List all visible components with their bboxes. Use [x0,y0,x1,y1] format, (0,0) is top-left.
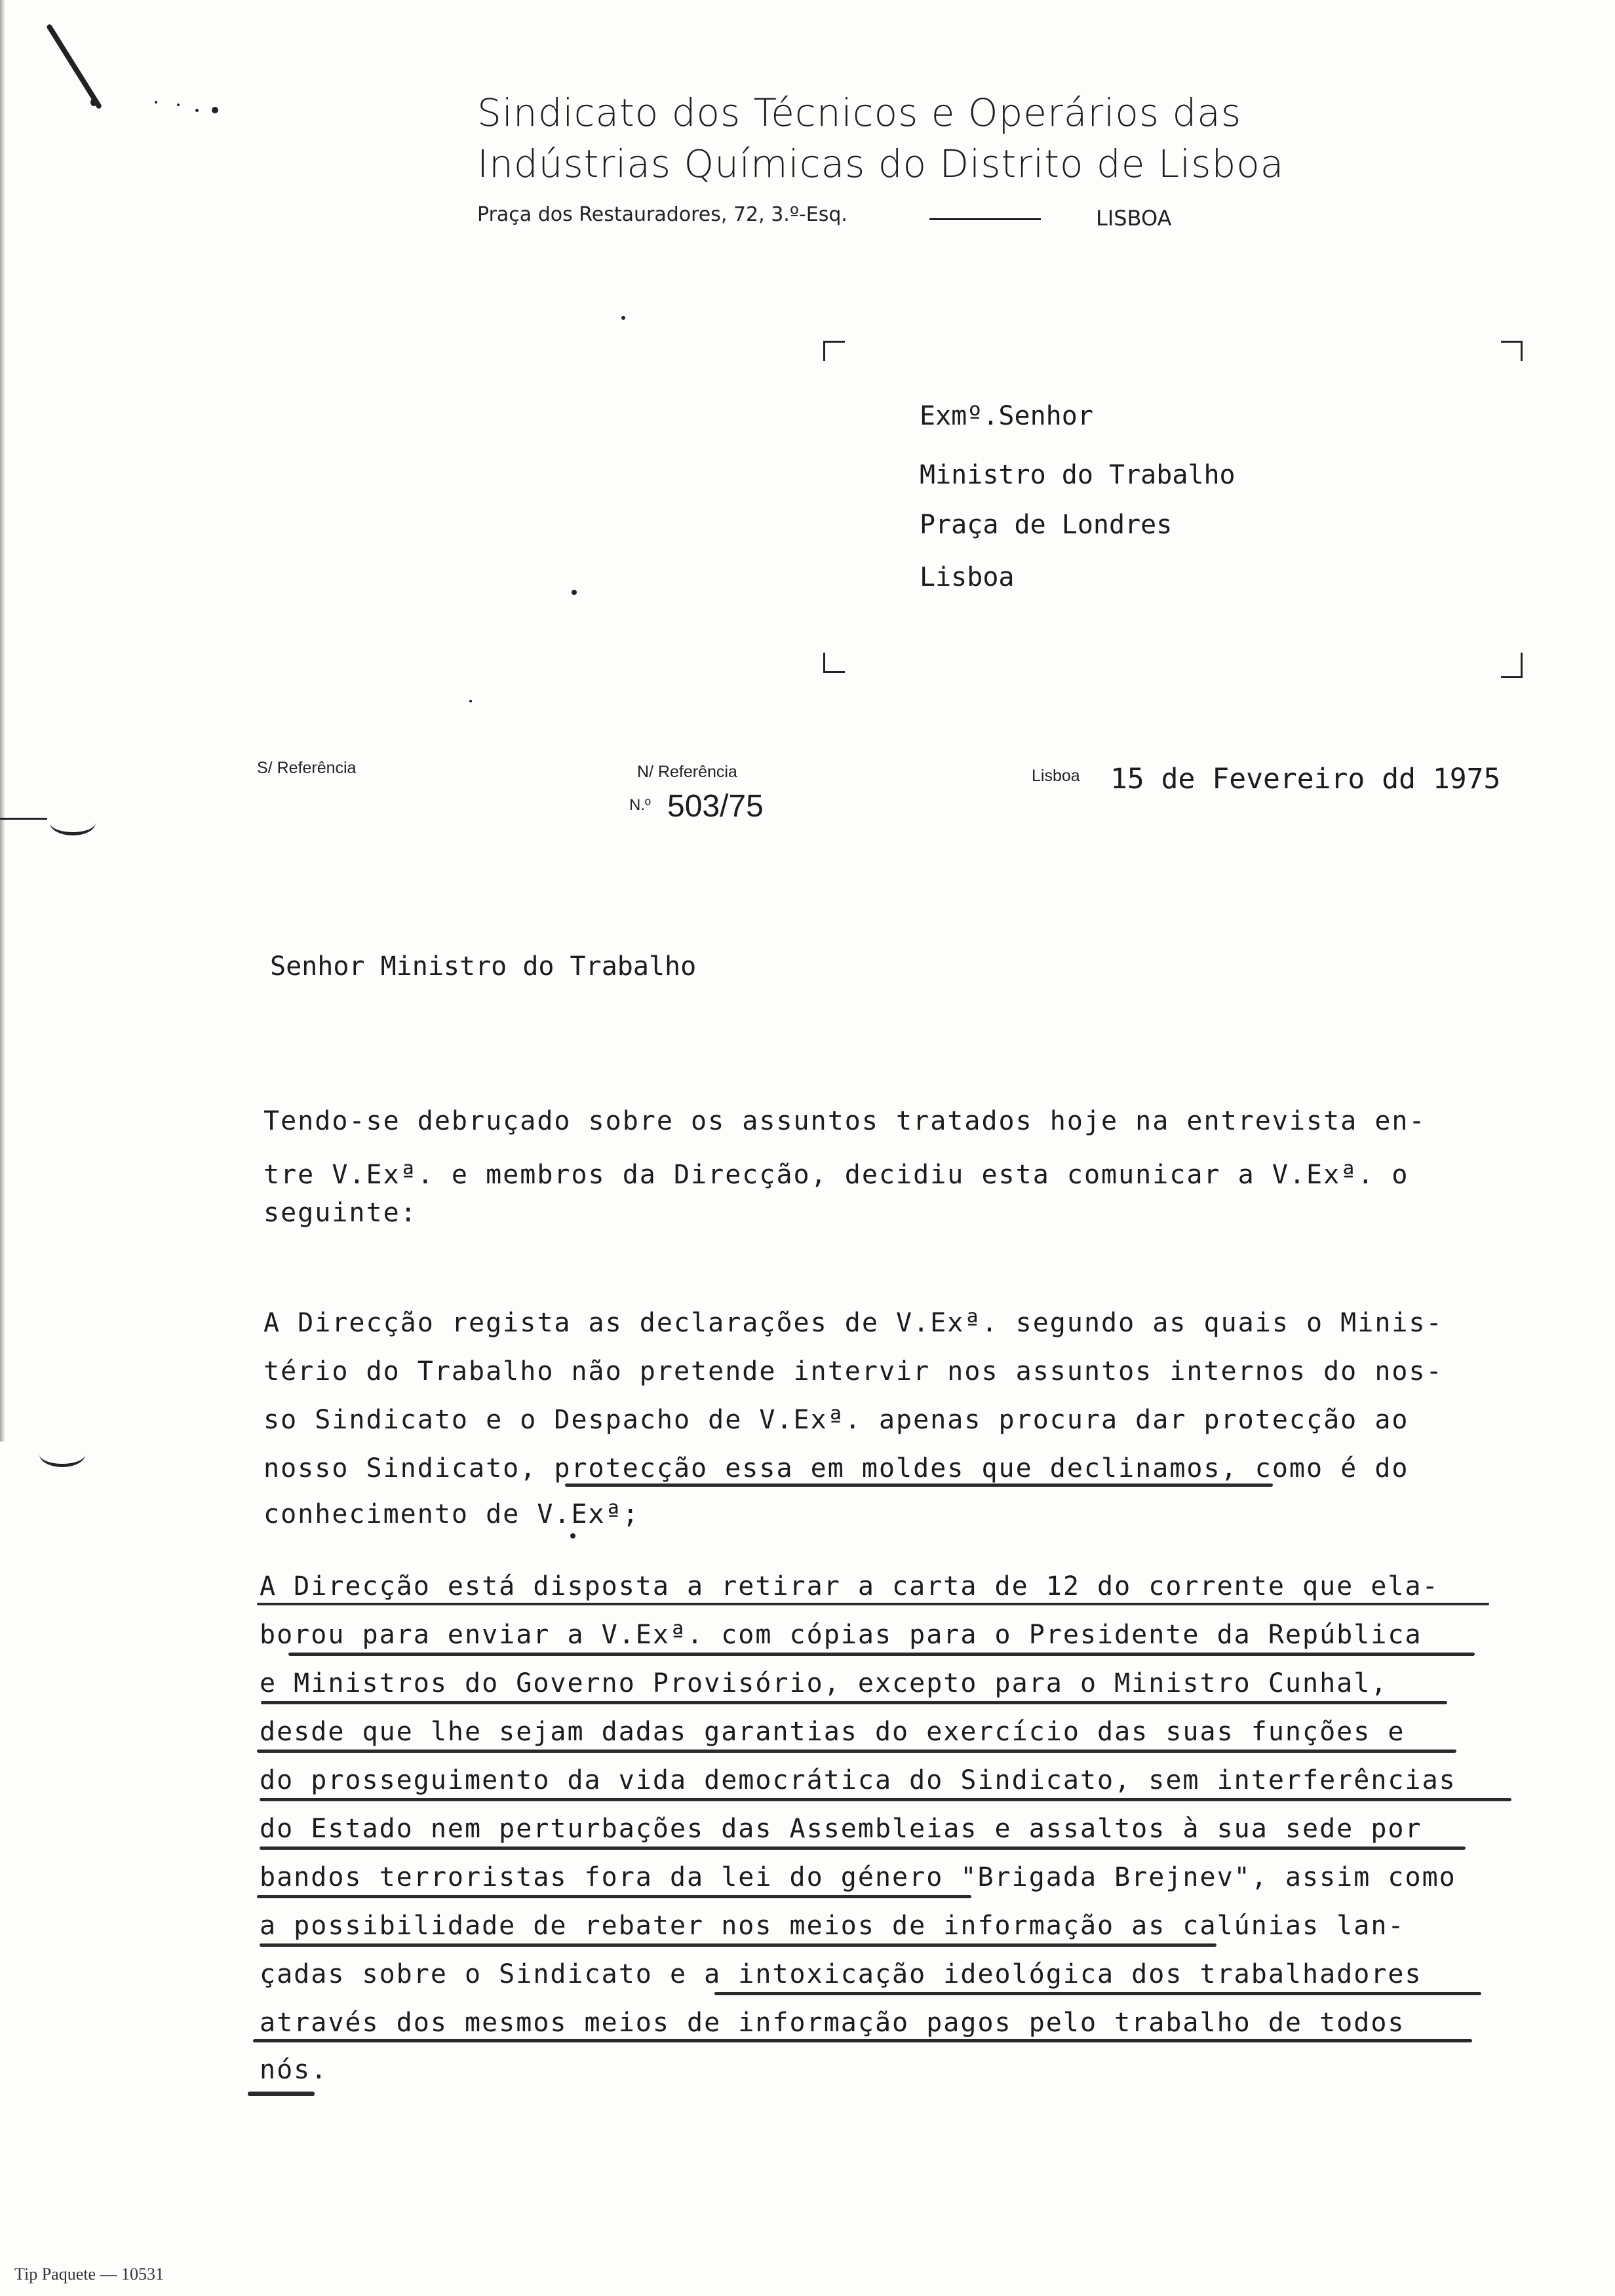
org-city: LISBOA [1096,206,1172,231]
paragraph3-line: borou para enviar a V.Exª. com cópias para o Presidente da República [260,1620,1422,1650]
scan-dot [469,700,472,702]
paragraph3-line: çadas sobre o Sindicato e a intoxicação ideológica dos trabalhadores [260,1959,1422,1989]
scan-edge [0,0,5,1442]
handwritten-underline [714,1992,1481,1995]
paragraph3-line: a possibilidade de rebater nos meios de informação as calúnias lan- [260,1911,1405,1941]
org-name-line2: Indústrias Químicas do Distrito de Lisboa [477,142,1285,186]
nossa-referencia-label: N/ Referência [637,763,737,781]
place-label: Lisboa [1032,767,1080,785]
sua-referencia-label: S/ Referência [257,759,357,777]
window-corner-top-right [1501,341,1523,361]
scan-dot [572,590,577,595]
paragraph2-line: tério do Trabalho não pretende intervir nos assuntos internos do nos- [263,1356,1443,1387]
paragraph2-line: conhecimento de V.Exª; [263,1499,640,1529]
paragraph3-line: e Ministros do Governo Provisório, excepto para o Ministro Cunhal, [260,1668,1388,1698]
handwritten-underline [260,1798,1511,1801]
scan-dot [155,101,157,104]
scan-dot [621,316,625,320]
window-corner-top-left [823,341,845,361]
handwritten-underline [288,1653,1475,1656]
scan-scratch [46,24,102,109]
handwritten-underline [257,1895,971,1898]
scan-dot [90,98,97,106]
reference-number: 503/75 [667,789,764,824]
recipient-line4: Lisboa [920,562,1015,592]
paragraph3-line: do prosseguimento da vida democrática do Sindicato, sem interferências [260,1765,1456,1795]
handwritten-underline [565,1483,1273,1487]
window-corner-bottom-left [823,653,845,673]
salutation: Senhor Ministro do Trabalho [270,951,697,982]
paragraph3-line: A Direcção está disposta a retirar a carta de 12 do corrente que ela- [260,1571,1439,1601]
handwritten-underline [248,2092,315,2096]
fold-mark [0,818,47,820]
paragraph2-line: so Sindicato e o Despacho de V.Exª. apenas procura dar protecção ao [263,1405,1409,1435]
paragraph3-line: através dos mesmos meios de informação pagos pelo trabalho de todos [260,2008,1405,2038]
reference-number-prefix: N.º [629,796,651,814]
paragraph1-line: seguinte: [263,1198,418,1228]
window-corner-bottom-right [1501,653,1523,678]
paragraph3-line: desde que lhe sejam dadas garantias do exercício das suas funções e [260,1717,1405,1747]
handwritten-underline [257,1750,1456,1753]
paragraph1-line: Tendo-se debruçado sobre os assuntos tratados hoje na entrevista en- [263,1106,1426,1136]
handwritten-underline [261,1701,1447,1704]
punch-mark [50,810,96,835]
org-name-line1: Sindicato dos Técnicos e Operários das [477,90,1242,135]
scan-dot [212,107,218,113]
recipient-line2: Ministro do Trabalho [920,460,1236,490]
letterhead-dash [929,218,1041,220]
paragraph2-line: A Direcção regista as declarações de V.Exª. segundo as quais o Minis- [263,1308,1443,1338]
handwritten-underline [257,1603,1489,1605]
paragraph3-line: do Estado nem perturbações das Assembleias e assaltos à sua sede por [260,1814,1422,1844]
handwritten-underline [253,2039,1472,2042]
handwritten-underline [260,1846,1466,1850]
punch-mark [39,1442,85,1467]
handwritten-underline [260,1943,1216,1947]
paragraph3-line: nós. [260,2055,328,2085]
paragraph2-line: nosso Sindicato, protecção essa em moldes que declinamos, como é do [263,1453,1409,1483]
paragraph3-line: bandos terroristas fora da lei do género "Brigada Brejnev", assim como [260,1862,1456,1892]
scan-dot [570,1533,575,1539]
paragraph1-line: tre V.Exª. e membros da Direcção, decidiu esta comunicar a V.Exª. o [263,1160,1409,1190]
letter-date: 15 de Fevereiro dd 1975 [1110,763,1501,795]
recipient-line1: Exmº.Senhor [920,401,1093,431]
scan-dot [195,109,199,112]
org-address: Praça dos Restauradores, 72, 3.º-Esq. [477,203,847,226]
printer-mark: Tip Paquete — 10531 [14,2265,164,2284]
scan-dot [177,104,180,106]
recipient-line3: Praça de Londres [920,510,1173,540]
